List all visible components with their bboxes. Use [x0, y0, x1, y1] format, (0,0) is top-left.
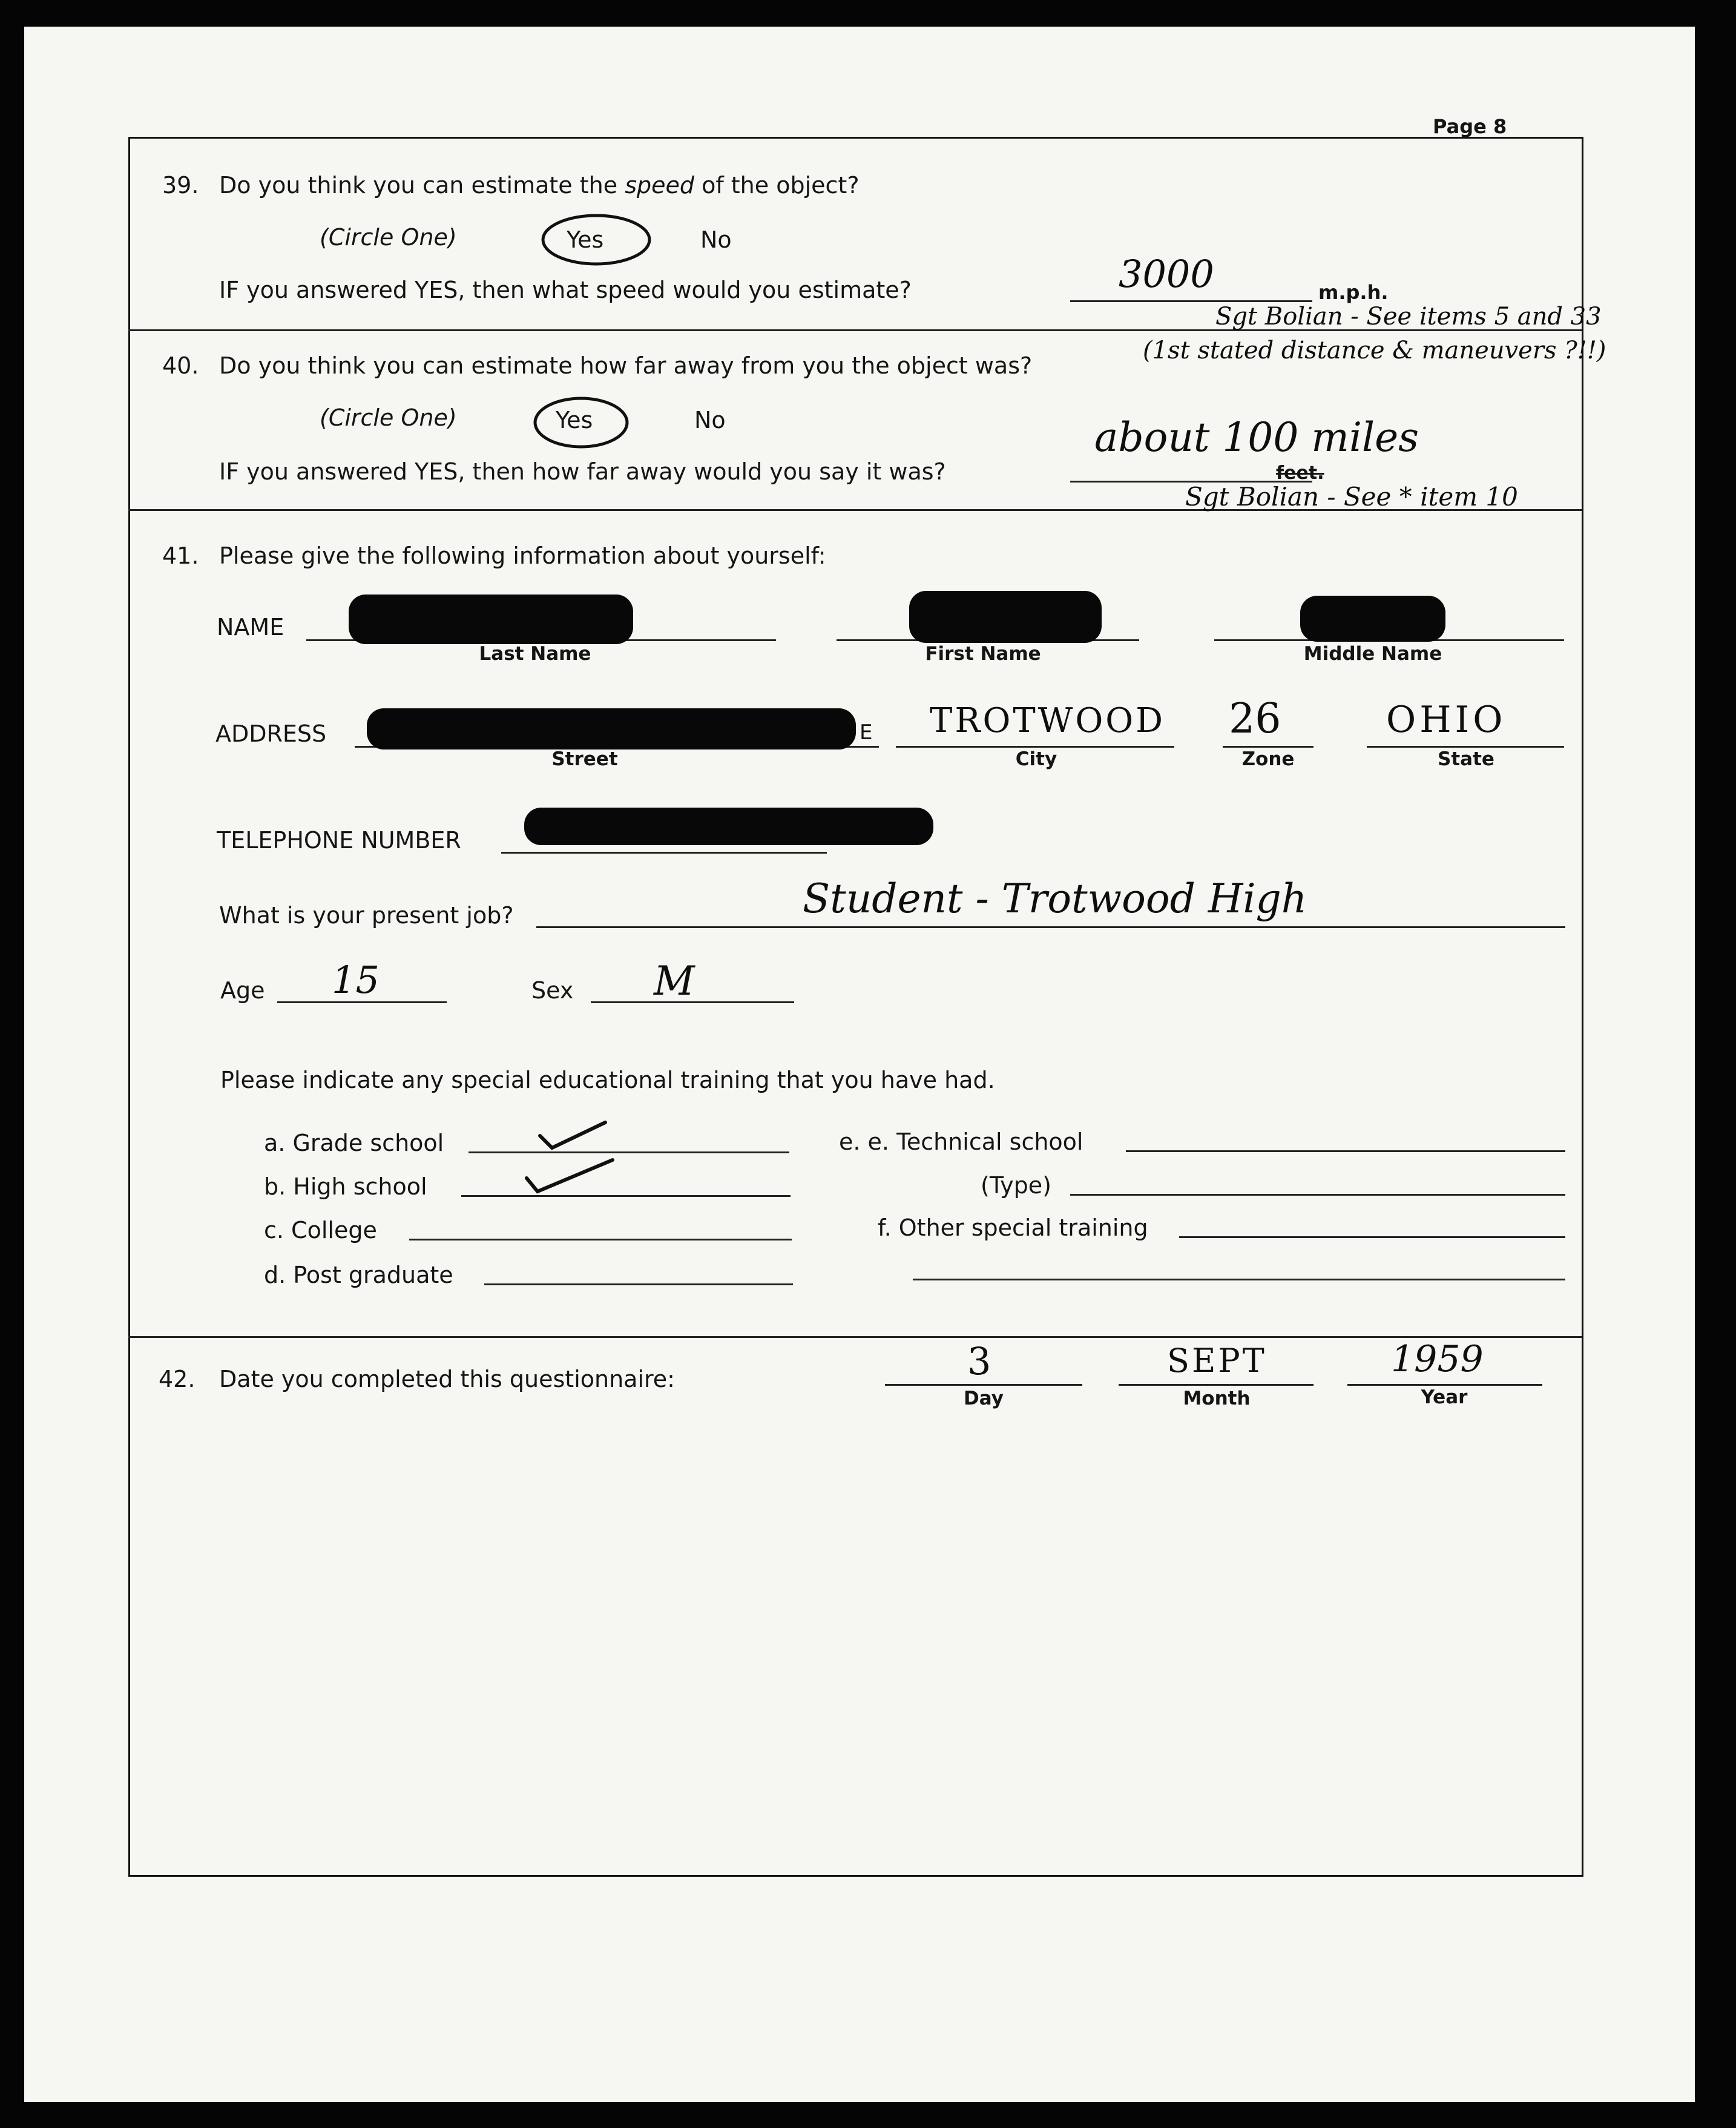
sex-label: Sex	[531, 977, 574, 1004]
street-label: Street	[551, 748, 618, 770]
last-name-label: Last Name	[479, 643, 591, 665]
training-a-grade-school: a. Grade school	[264, 1130, 444, 1156]
q39-question: Do you think you can estimate the speed of the object?	[219, 172, 860, 199]
training-c-college: c. College	[264, 1217, 377, 1244]
handwritten-marks	[24, 27, 1695, 2102]
street-suffix: E	[860, 720, 873, 745]
q40-yes-circle-mark	[535, 398, 627, 447]
day-value[interactable]: 3	[967, 1339, 991, 1383]
q40-number: 40.	[162, 352, 199, 379]
state-value[interactable]: OHIO	[1386, 699, 1507, 741]
q40-no-option[interactable]: No	[694, 407, 726, 433]
year-value[interactable]: 1959	[1391, 1338, 1484, 1380]
middle-name-label: Middle Name	[1303, 643, 1442, 665]
q39-unit: m.p.h.	[1318, 281, 1389, 304]
age-value[interactable]: 15	[332, 958, 380, 1002]
q42-number: 42.	[159, 1366, 196, 1392]
zone-value[interactable]: 26	[1229, 695, 1281, 743]
q40-unit-struck: feet.	[1276, 463, 1324, 484]
q39-followup: IF you answered YES, then what speed would you estimate?	[219, 277, 912, 303]
city-label: City	[1015, 748, 1057, 770]
name-label: NAME	[217, 614, 284, 641]
training-prompt: Please indicate any special educational training that you have had.	[220, 1067, 995, 1093]
q40-followup: IF you answered YES, then how far away would you say it was?	[219, 458, 946, 485]
sex-value[interactable]: M	[654, 958, 695, 1004]
address-label: ADDRESS	[215, 720, 327, 747]
q40-circle-instruction: (Circle One)	[320, 404, 457, 431]
q40-annotation-note: (1st stated distance & maneuvers ?!!)	[1143, 337, 1606, 364]
month-value[interactable]: SEPT	[1167, 1342, 1267, 1380]
q40-yes-option[interactable]: Yes	[556, 407, 593, 433]
state-label: State	[1438, 748, 1494, 770]
year-label: Year	[1421, 1386, 1468, 1408]
day-label: Day	[964, 1388, 1004, 1409]
q42-prompt: Date you completed this questionnaire:	[219, 1366, 675, 1392]
training-b-high-school: b. High school	[264, 1173, 427, 1200]
q39-no-option[interactable]: No	[700, 226, 732, 253]
age-label: Age	[220, 977, 265, 1004]
q40-question: Do you think you can estimate how far away from you the object was?	[219, 352, 1033, 379]
high-school-check-icon	[527, 1160, 613, 1191]
training-e-type-label: (Type)	[981, 1172, 1051, 1199]
q39-yes-circle-mark	[543, 216, 649, 264]
q41-number: 41.	[162, 542, 199, 569]
questionnaire-page	[24, 27, 1695, 2102]
q39-answer[interactable]: 3000	[1119, 252, 1214, 296]
zone-label: Zone	[1241, 748, 1295, 770]
training-d-post-graduate: d. Post graduate	[264, 1262, 453, 1288]
month-label: Month	[1183, 1388, 1251, 1409]
grade-school-check-icon	[540, 1122, 605, 1148]
telephone-label: TELEPHONE NUMBER	[217, 827, 461, 854]
first-name-label: First Name	[925, 643, 1041, 665]
q40-annotation: Sgt Bolian - See * item 10	[1185, 482, 1518, 512]
job-label: What is your present job?	[219, 902, 514, 929]
q39-yes-option[interactable]: Yes	[567, 226, 604, 253]
q39-circle-instruction: (Circle One)	[320, 224, 457, 251]
q41-prompt: Please give the following information about yourself:	[219, 542, 826, 569]
q40-answer[interactable]: about 100 miles	[1094, 414, 1419, 461]
training-f-other: f. Other special training	[878, 1214, 1148, 1241]
q39-number: 39.	[162, 172, 199, 199]
q39-annotation: Sgt Bolian - See items 5 and 33	[1215, 303, 1602, 331]
page-number: Page 8	[1433, 115, 1507, 138]
city-value[interactable]: TROTWOOD	[930, 701, 1166, 740]
job-value[interactable]: Student - Trotwood High	[803, 875, 1307, 922]
training-e-technical-school: e. e. Technical school	[839, 1128, 1083, 1155]
